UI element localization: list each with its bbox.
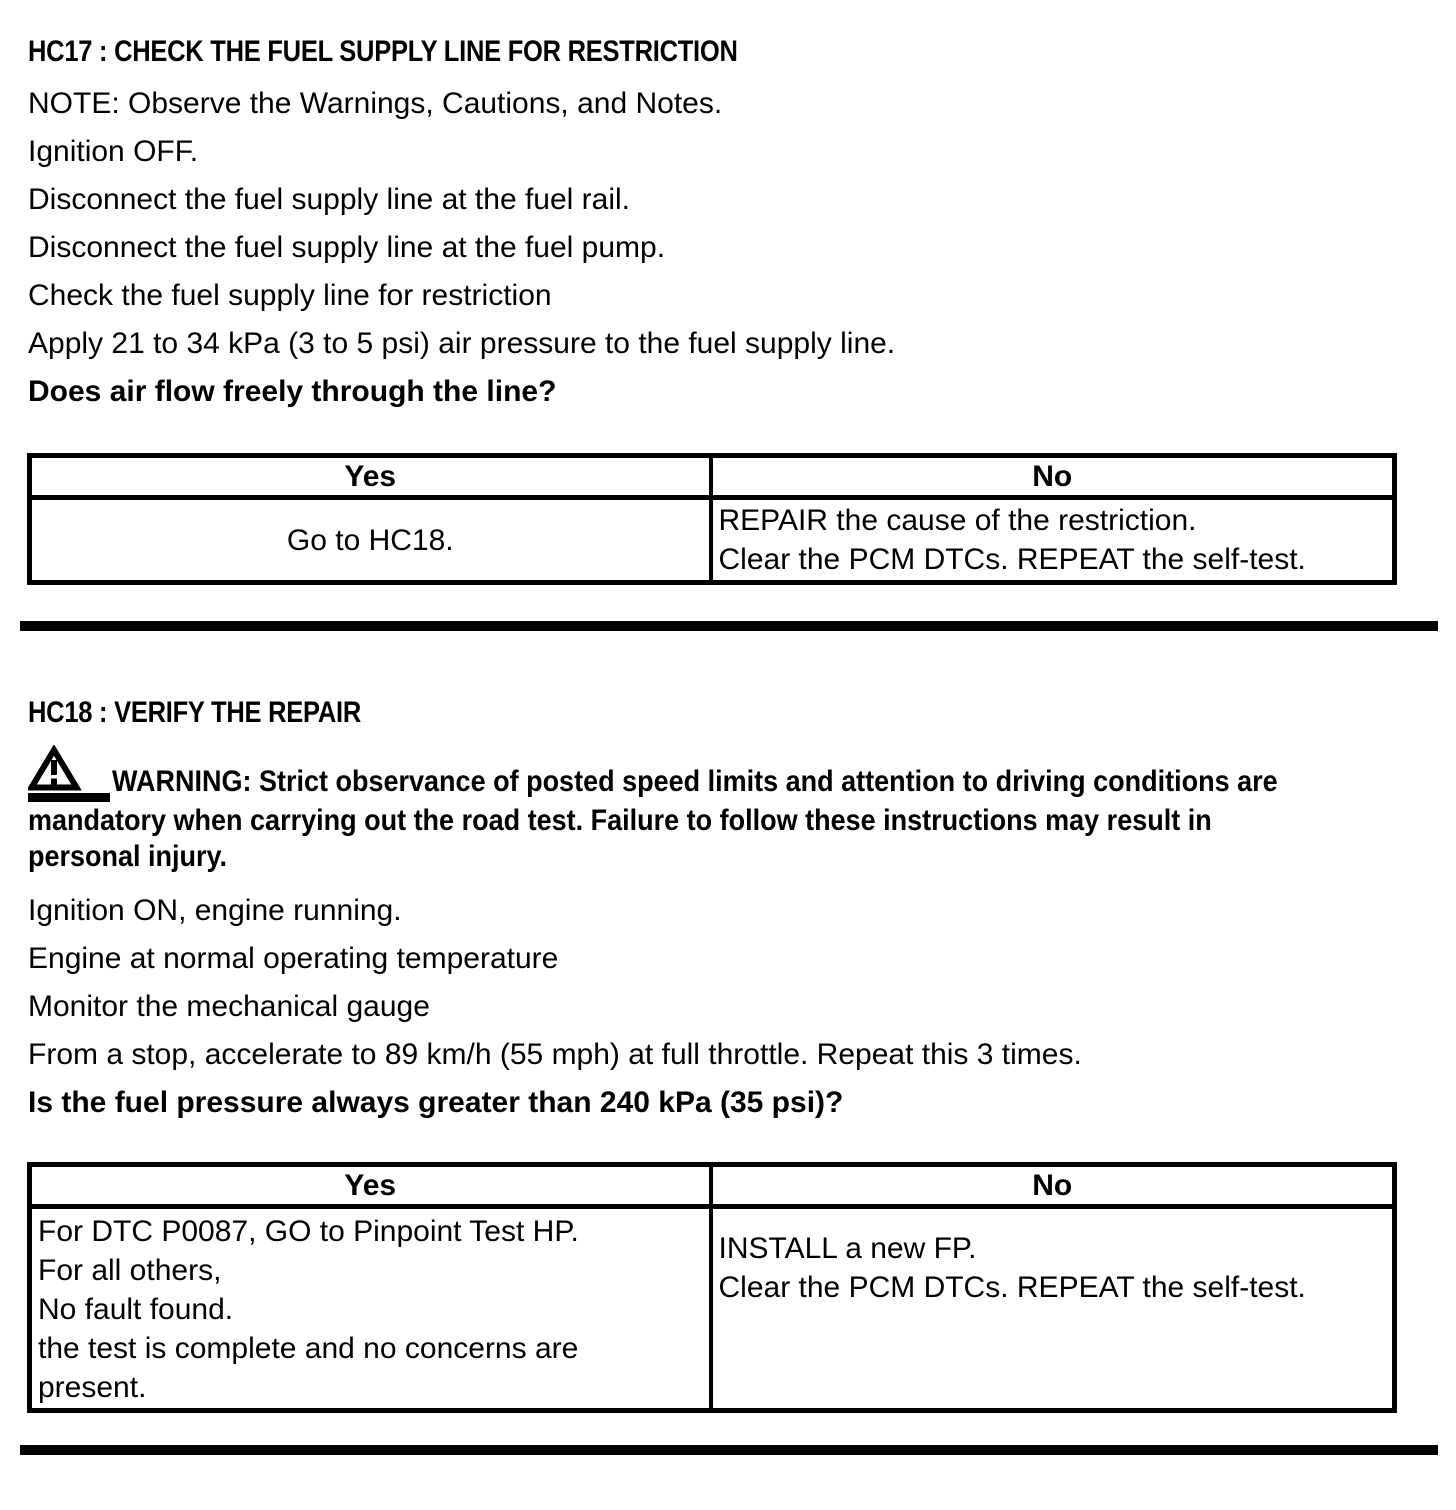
- no-action-cell: [711, 498, 1395, 583]
- instruction-line: NOTE: Observe the Warnings, Cautions, and Notes.: [28, 87, 723, 120]
- instruction-line: Monitor the mechanical gauge: [28, 990, 430, 1023]
- table-header-row: [30, 1165, 1395, 1207]
- warning-text-line: personal injury.: [28, 840, 228, 873]
- yes-column-header: Yes: [30, 456, 711, 498]
- cell-line: Go to HC18.: [286, 523, 454, 557]
- table-header-row: [30, 456, 1395, 498]
- instruction-line: Apply 21 to 34 kPa (3 to 5 psi) air pressure to the fuel supply line.: [28, 327, 896, 360]
- step-hc17: [0, 36, 1456, 585]
- instruction-line: Disconnect the fuel supply line at the fuel rail.: [28, 183, 631, 216]
- decision-question: Does air flow freely through the line?: [28, 375, 557, 408]
- cell-line: For DTC P0087, GO to Pinpoint Test HP.: [38, 1215, 579, 1248]
- yes-column-header: Yes: [30, 1165, 711, 1207]
- instruction-line: Engine at normal operating temperature: [28, 942, 559, 975]
- page-bottom-divider: [20, 1445, 1438, 1455]
- cell-line: INSTALL a new FP.: [718, 1232, 977, 1265]
- step-hc18-heading-text: HC18 : VERIFY THE REPAIR: [28, 696, 362, 729]
- warning-triangle-icon: [28, 745, 110, 803]
- table-row: [30, 498, 1395, 583]
- instruction-line: Disconnect the fuel supply line at the fuel pump.: [28, 231, 666, 264]
- cell-line: Clear the PCM DTCs. REPEAT the self-test.: [718, 543, 1306, 576]
- warning-text-line: WARNING: Strict observance of posted speed limits and attention to driving conditions are: [112, 765, 1278, 798]
- step-hc17-heading: [28, 36, 1456, 68]
- cell-line: For all others,: [38, 1254, 222, 1287]
- warning-paragraph: [28, 745, 1436, 875]
- decision-table-hc17: [27, 453, 1397, 585]
- warning-text-line: mandatory when carrying out the road test. Failure to follow these instructions may result in: [28, 804, 1212, 837]
- step-hc18-heading: [28, 697, 1456, 729]
- step-hc17-heading-text: HC17 : CHECK THE FUEL SUPPLY LINE FOR RESTRICTION: [28, 35, 738, 68]
- cell-line: the test is complete and no concerns are: [38, 1332, 579, 1365]
- cell-line: REPAIR the cause of the restriction.: [718, 504, 1197, 537]
- table-row: [30, 1207, 1395, 1411]
- cell-line: Clear the PCM DTCs. REPEAT the self-test.: [718, 1271, 1306, 1304]
- no-column-header: No: [711, 1165, 1395, 1207]
- step-hc18: [0, 697, 1456, 1413]
- section-divider: [20, 621, 1438, 631]
- instruction-line: From a stop, accelerate to 89 km/h (55 mph) at full throttle. Repeat this 3 times.: [28, 1038, 1082, 1071]
- instruction-line: Ignition ON, engine running.: [28, 894, 402, 927]
- cell-line: No fault found.: [38, 1293, 234, 1326]
- decision-question: Is the fuel pressure always greater than 240 kPa (35 psi)?: [28, 1086, 844, 1119]
- pinpoint-test-page: [0, 36, 1456, 1455]
- no-action-cell: [711, 1207, 1395, 1411]
- cell-line: present.: [38, 1371, 147, 1404]
- yes-action-cell: [30, 498, 711, 583]
- no-column-header: No: [711, 456, 1395, 498]
- instruction-line: Check the fuel supply line for restriction: [28, 279, 552, 312]
- decision-table-hc18: [27, 1162, 1397, 1413]
- instruction-line: Ignition OFF.: [28, 135, 199, 168]
- yes-action-cell: [30, 1207, 711, 1411]
